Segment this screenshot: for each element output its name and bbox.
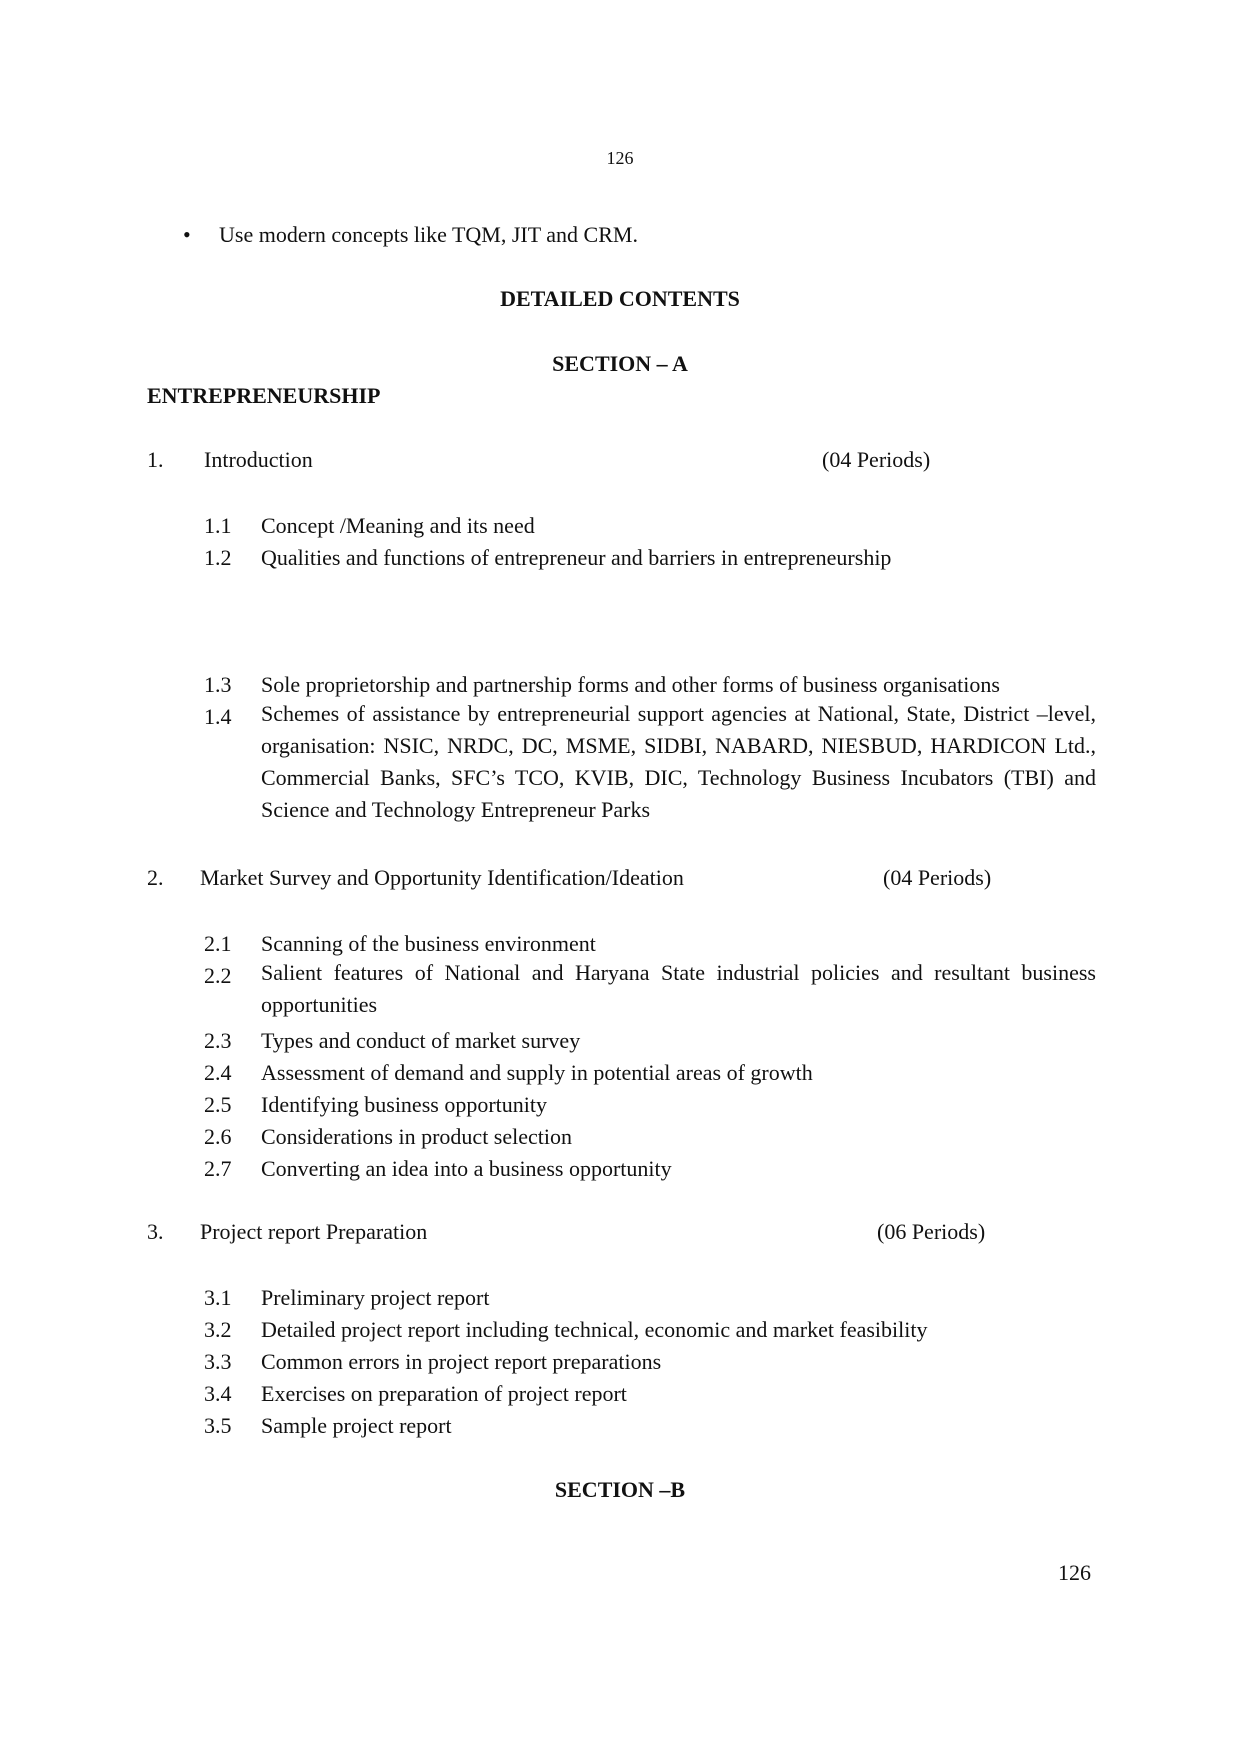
subtopic-text: Identifying business opportunity — [261, 1092, 547, 1117]
subtopic-number: 3.1 — [204, 1285, 232, 1310]
subtopic-text: Scanning of the business environment — [261, 931, 596, 956]
subtopic-number: 2.2 — [204, 963, 232, 988]
topic-number: 1. — [147, 447, 164, 472]
subtopic-text: Qualities and functions of entrepreneur and barriers in entrepreneurship — [261, 545, 892, 570]
topic-number: 2. — [147, 865, 164, 890]
subtopic-number: 1.1 — [204, 513, 232, 538]
subtopic-text: Considerations in product selection — [261, 1124, 572, 1149]
subtopic-text: Assessment of demand and supply in potential areas of growth — [261, 1060, 813, 1085]
subtopic-number: 2.4 — [204, 1060, 232, 1085]
subtopic-number: 1.4 — [204, 704, 232, 729]
subtopic-number: 1.3 — [204, 672, 232, 697]
subtopic-number: 2.1 — [204, 931, 232, 956]
subtopic-text: Converting an idea into a business opportunity — [261, 1156, 672, 1181]
topic-title: Project report Preparation — [200, 1219, 428, 1244]
subtopic-text: Sample project report — [261, 1413, 452, 1438]
page-number-bottom: 126 — [1058, 1560, 1091, 1585]
subtopic-text: Preliminary project report — [261, 1285, 490, 1310]
subtopic-text: Sole proprietorship and partnership forms and other forms of business organisations — [261, 672, 1000, 697]
bullet-icon: • — [183, 222, 191, 247]
subtopic-number: 3.3 — [204, 1349, 232, 1374]
subtopic-text: Exercises on preparation of project report — [261, 1381, 627, 1406]
subtopic-text: Concept /Meaning and its need — [261, 513, 535, 538]
topic-title: Market Survey and Opportunity Identification/Ideation — [200, 865, 684, 890]
subtopic-text: Detailed project report including technical, economic and market feasibility — [261, 1317, 928, 1342]
subtopic-text: Common errors in project report preparations — [261, 1349, 662, 1374]
page-number-top: 126 — [606, 148, 634, 168]
subtopic-text: Schemes of assistance by entrepreneurial support agencies at National, State, District –level, organisation: NSIC, NRDC, DC, MSME, SIDBI, NABARD, NIESBUD, HARDICON Ltd., Commercial Banks, SFC’s TCO, KVIB, DIC, Technology Business Incubators (TBI) and Science and Technology Entrepreneur Parks — [261, 701, 1096, 822]
subtopic-number: 2.7 — [204, 1156, 232, 1181]
topic-periods: (04 Periods) — [822, 447, 931, 472]
subtopic-text: Types and conduct of market survey — [261, 1028, 581, 1053]
topic-number: 3. — [147, 1219, 164, 1244]
subtopic-number: 2.5 — [204, 1092, 232, 1117]
section-b-heading: SECTION –B — [554, 1477, 686, 1502]
subtopic-number: 3.4 — [204, 1381, 232, 1406]
subtopic-text: Salient features of National and Haryana State industrial policies and resultant business opportunities — [261, 960, 1096, 1017]
subtopic-number: 3.2 — [204, 1317, 232, 1342]
topic-title: Introduction — [204, 447, 313, 472]
subtopic-number: 1.2 — [204, 545, 232, 570]
detailed-contents-heading: DETAILED CONTENTS — [500, 286, 740, 311]
subtopic-number: 2.3 — [204, 1028, 232, 1053]
entrepreneurship-heading: ENTREPRENEURSHIP — [147, 383, 381, 408]
bullet-text: Use modern concepts like TQM, JIT and CRM. — [219, 222, 638, 247]
subtopic-number: 3.5 — [204, 1413, 232, 1438]
section-a-heading: SECTION – A — [552, 351, 688, 376]
topic-periods: (04 Periods) — [883, 865, 992, 890]
subtopic-number: 2.6 — [204, 1124, 232, 1149]
topic-periods: (06 Periods) — [877, 1219, 986, 1244]
